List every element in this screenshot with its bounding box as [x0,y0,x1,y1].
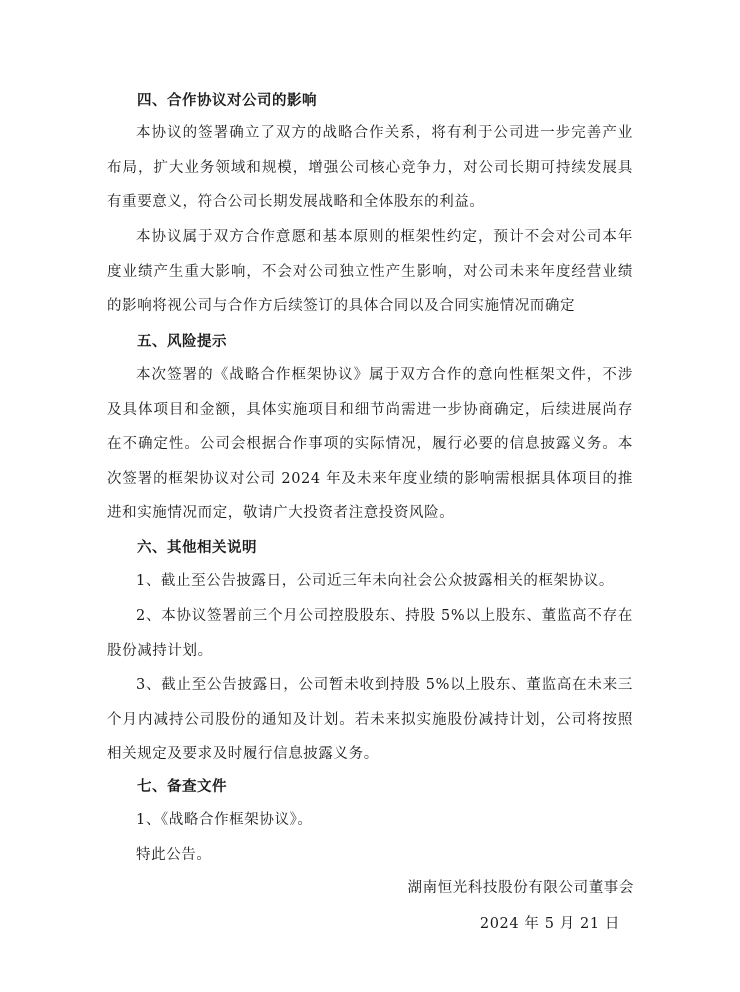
section-5-heading: 五、风险提示 [137,334,227,350]
section-4-paragraph-2: 本协议属于双方合作意愿和基本原则的框架性约定，预计不会对公司本年度业绩产生重大影响，不会对公司独立性产生影响，对公司未来年度经营业绩的影响将视公司与合作方后续签订的具体合同以及合同实施情况而确定 [107,229,633,314]
section-4-paragraph-1: 本协议的签署确立了双方的战略合作关系，将有利于公司进一步完善产业布局，扩大业务领域和规模，增强公司核心竞争力，对公司长期可持续发展具有重要意义，符合公司长期发展战略和全体股东的利益。 [107,125,633,210]
section-6-item-2: 2、本协议签署前三个月公司控股股东、持股 5%以上股东、董监高不存在股份减持计划。 [107,608,633,659]
section-4-heading: 四、合作协议对公司的影响 [137,93,317,109]
section-6-item-3: 3、截止至公告披露日，公司暂未收到持股 5%以上股东、董监高在未来三个月内减持公司股份的通知及计划。若未来拟实施股份减持计划，公司将按照相关规定及要求及时履行信息披露义务。 [107,677,633,762]
section-7-item-1: 1、《战略合作框架协议》。 [136,812,313,828]
signature-date: 2024 年 5 月 21 日 [479,916,620,932]
company-signature: 湖南恒光科技股份有限公司董事会 [407,880,634,896]
closing-notice: 特此公告。 [136,847,212,863]
section-6-item-1: 1、截止至公告披露日，公司近三年未向社会公众披露相关的框架协议。 [136,573,614,589]
section-6-heading: 六、其他相关说明 [137,540,257,556]
section-7-heading: 七、备查文件 [137,779,227,795]
section-5-paragraph-1: 本次签署的《战略合作框架协议》属于双方合作的意向性框架文件，不涉及具体项目和金额，具体实施项目和细节尚需进一步协商确定，后续进展尚存在不确定性。公司会根据合作事项的实际情况，履行必要的信息披露义务。本次签署的框架协议对公司 2024 年及未来年度业绩的影响需根据具体项目的推进和实施情况而定，敬请广大投资者注意投资风险。 [107,367,633,521]
